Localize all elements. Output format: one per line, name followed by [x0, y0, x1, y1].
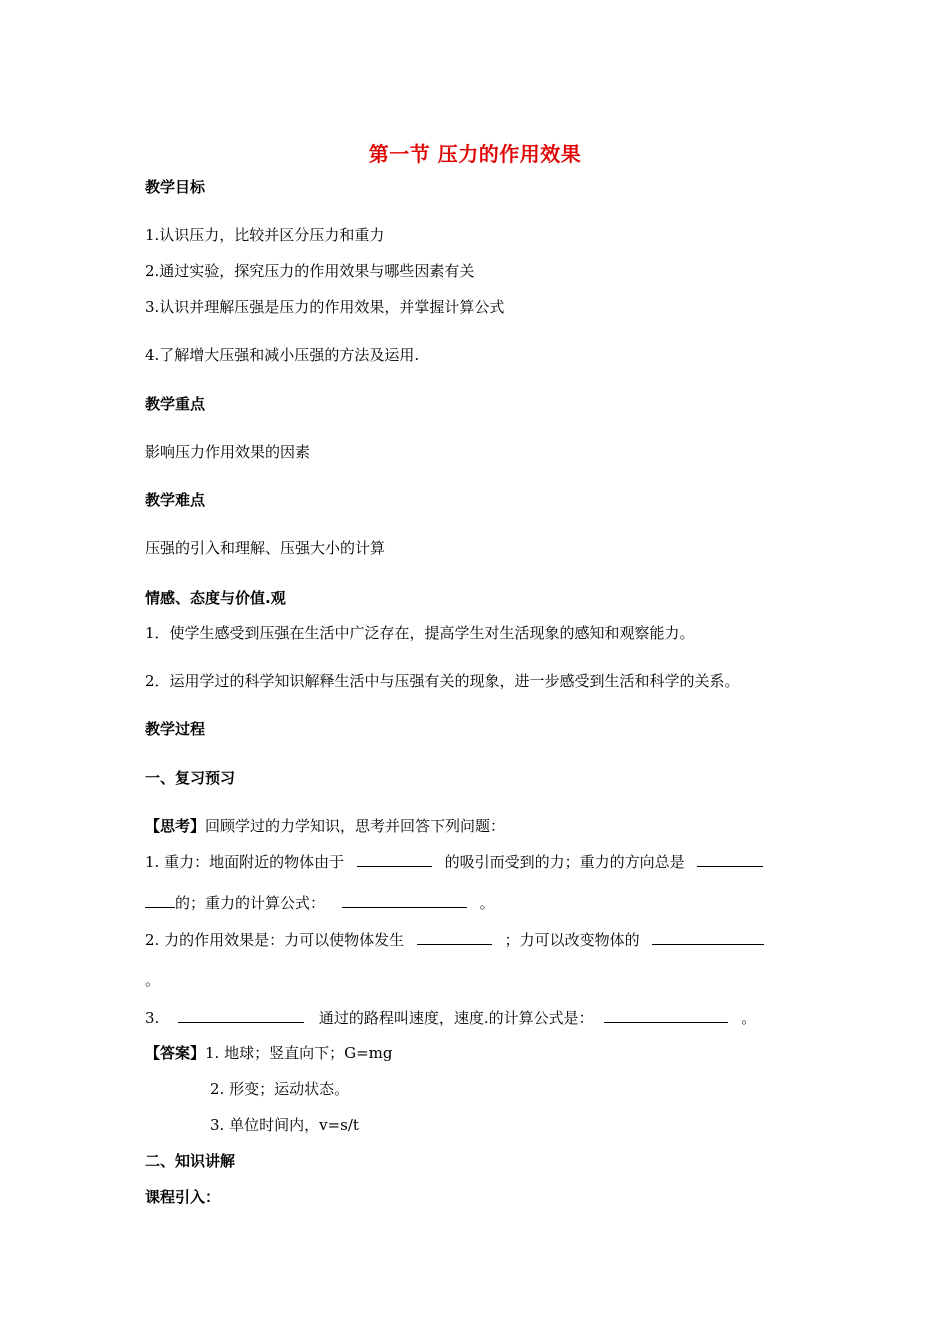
think-prompt	[145, 816, 505, 836]
answer-blank	[145, 893, 175, 908]
objectives-heading: 教学目标	[145, 178, 206, 196]
question-2-continued: 。	[145, 971, 161, 989]
think-text: 回顾学过的力学知识，思考并回答下列问题：	[205, 817, 506, 835]
answer-line-2: 2. 形变；运动状态。	[210, 1080, 350, 1098]
answer-blank	[697, 852, 763, 867]
question-text: 1. 重力：地面附近的物体由于	[145, 853, 345, 871]
answer-blank	[652, 930, 764, 945]
question-text: 。	[741, 1009, 757, 1027]
answer-line-3: 3. 单位时间内，v=s/t	[210, 1116, 359, 1134]
question-3-line	[145, 1008, 756, 1028]
question-text: 3.	[145, 1009, 160, 1027]
question-text: 的；重力的计算公式：	[175, 894, 326, 912]
question-2-line	[145, 930, 764, 950]
question-text: 。	[479, 894, 495, 912]
section-review-heading: 一、复习预习	[145, 769, 236, 787]
answer-blank	[417, 930, 492, 945]
answer-text: 1. 地球；竖直向下；G=mg	[205, 1044, 393, 1062]
answer-blank	[178, 1008, 304, 1023]
question-text: 的吸引而受到的力；重力的方向总是	[444, 853, 685, 871]
objective-item: 1.认识压力，比较并区分压力和重力	[145, 226, 385, 244]
section-knowledge-heading: 二、知识讲解	[145, 1152, 236, 1170]
answer-blank	[342, 893, 467, 908]
difficulties-heading: 教学难点	[145, 491, 206, 509]
key-points-heading: 教学重点	[145, 395, 206, 413]
values-item: 1．使学生感受到压强在生活中广泛存在，提高学生对生活现象的感知和观察能力。	[145, 624, 695, 642]
answer-blank	[604, 1008, 728, 1023]
objective-item: 4.了解增大压强和减小压强的方法及运用.	[145, 346, 420, 364]
question-text: 2. 力的作用效果是：力可以使物体发生	[145, 931, 405, 949]
answer-blank	[357, 852, 432, 867]
question-1-continued	[145, 893, 495, 913]
values-heading: 情感、态度与价值.观	[145, 589, 286, 607]
objective-item: 3.认识并理解压强是压力的作用效果，并掌握计算公式	[145, 298, 505, 316]
key-points-text: 影响压力作用效果的因素	[145, 443, 311, 461]
question-1-line	[145, 852, 763, 872]
think-label: 【思考】	[145, 817, 206, 835]
answer-label: 【答案】	[145, 1044, 206, 1062]
answer-line-1	[145, 1043, 392, 1063]
difficulties-text: 压强的引入和理解、压强大小的计算	[145, 539, 386, 557]
question-text: ；力可以改变物体的	[504, 931, 640, 949]
process-heading: 教学过程	[145, 720, 206, 738]
objective-item: 2.通过实验，探究压力的作用效果与哪些因素有关	[145, 262, 475, 280]
page-title: 第一节 压力的作用效果	[368, 142, 582, 166]
course-intro-heading: 课程引入：	[145, 1188, 221, 1206]
question-text: 通过的路程叫速度，速度.的计算公式是：	[318, 1009, 594, 1027]
values-item: 2．运用学过的科学知识解释生活中与压强有关的现象，进一步感受到生活和科学的关系。	[145, 672, 740, 690]
